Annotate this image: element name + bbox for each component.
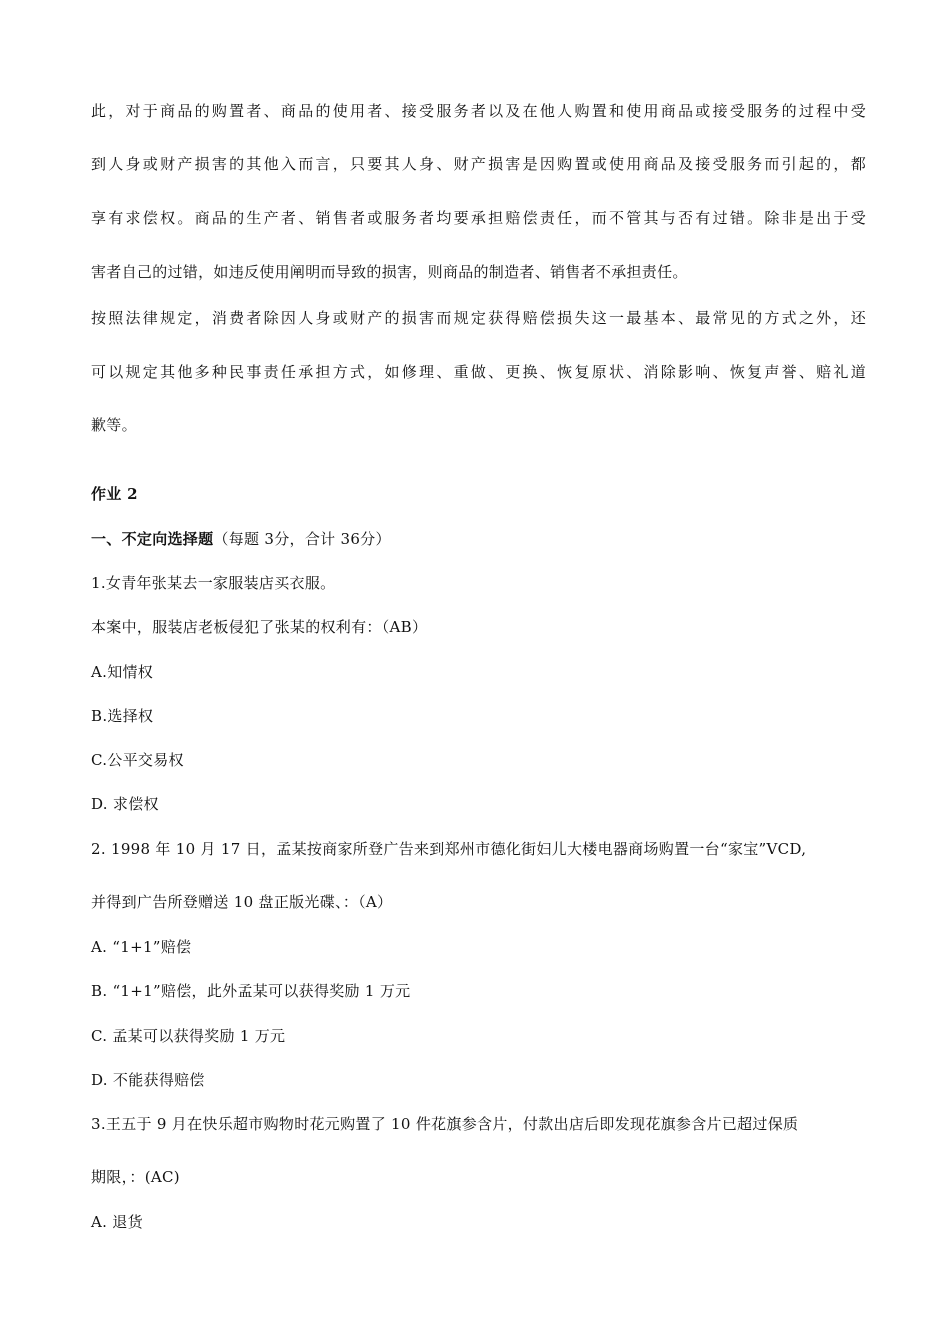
q1-option-d: D. 求偿权 [91,795,159,813]
assignment-title: 作业 2 [91,485,138,503]
q1-option-c: C.公平交易权 [91,751,184,769]
q1-option-a: A.知情权 [91,663,154,681]
q2-stem-line-1: 2. 1998 年 10 月 17 日，孟某按商家所登广告来到郑州市德化街妇儿大楼电器商场购置一台“家宝”VCD, [91,840,807,858]
q2-option-d: D. 不能获得赔偿 [91,1071,205,1089]
q3-stem-line-1: 3.王五于 9 月在快乐超市购物时花元购置了 10 件花旗参含片，付款出店后即发现花旗参含片已超过保质 [91,1115,799,1133]
section-note: （每题 3分，合计 36分） [213,530,391,548]
q3-option-a: A. 退货 [91,1213,143,1231]
intro-paragraph-1-line-4: 害者自己的过错，如违反使用阐明而导致的损害，则商品的制造者、销售者不承担责任。 [91,263,688,281]
q1-prompt: 本案中，服装店老板侵犯了张某的权利有：（AB） [91,618,428,636]
q2-option-a: A. “1+1”赔偿 [91,938,192,956]
q2-option-c: C. 孟某可以获得奖励 1 万元 [91,1027,286,1045]
q2-stem-line-2: 并得到广告所登赠送 10 盘正版光碟、：（A） [91,893,393,911]
section-title: 一、不定向选择题 [91,530,214,548]
intro-paragraph-2-line-1: 按照法律规定，消费者除因人身或财产的损害而规定获得赔偿损失这一最基本、最常见的方式之外，还 [91,309,866,327]
q1-option-b: B.选择权 [91,707,154,725]
intro-paragraph-2-line-2: 可以规定其他多种民事责任承担方式，如修理、重做、更换、恢复原状、消除影响、恢复声誉、赔礼道 [91,363,866,381]
section-header [91,528,866,550]
q1-stem: 1.女青年张某去一家服装店买衣服。 [91,574,336,592]
intro-paragraph-1-line-3: 享有求偿权。商品的生产者、销售者或服务者均要承担赔偿责任，而不管其与否有过错。除非是出于受 [91,209,866,227]
intro-paragraph-1-line-1: 此，对于商品的购置者、商品的使用者、接受服务者以及在他人购置和使用商品或接受服务的过程中受 [91,102,866,120]
intro-paragraph-2-line-3: 歉等。 [91,416,137,434]
q3-stem-line-2: 期限，：(AC) [91,1168,180,1186]
intro-paragraph-1-line-2: 到人身或财产损害的其他入而言，只要其人身、财产损害是因购置或使用商品及接受服务而引起的，都 [91,155,866,173]
q2-option-b: B. “1+1”赔偿，此外孟某可以获得奖励 1 万元 [91,982,411,1000]
